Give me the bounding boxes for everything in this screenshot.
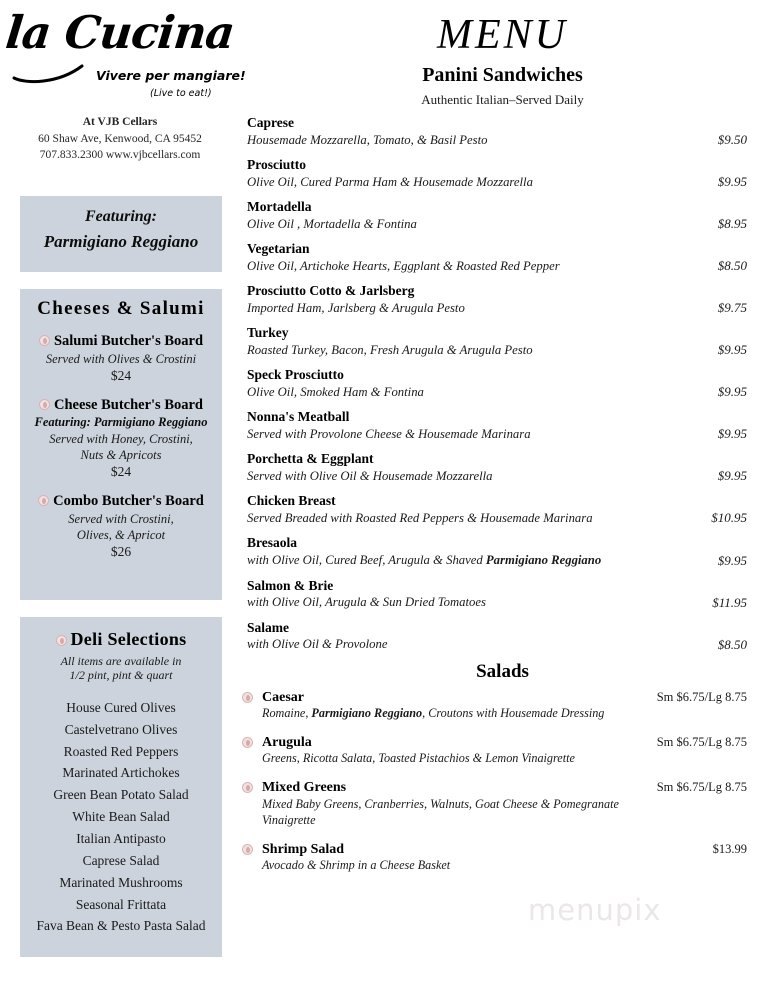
menu-item-name: Chicken Breast: [247, 493, 336, 509]
menu-item-name: Salmon & Brie: [247, 577, 334, 593]
cheese-board-price: $26: [110, 544, 132, 559]
menu-item-price: $10.95: [711, 510, 747, 526]
menu-item-price: $9.95: [717, 426, 747, 442]
cheese-board-description: Served with Crostini, Olives, & Apricot: [68, 512, 174, 542]
logo-tagline-english: (Live to eat!): [150, 88, 212, 99]
bullet-icon: [39, 399, 50, 410]
bullet-icon: [242, 782, 253, 793]
menu-item: [247, 366, 747, 400]
menu-item-description: Olive Oil , Mortadella & Fontina: [247, 216, 417, 231]
salad-item-name: Mixed Greens: [262, 780, 347, 796]
menu-item: [247, 534, 747, 568]
deli-item: Castelvetrano Olives: [64, 721, 178, 737]
menu-item-name: Mortadella: [247, 199, 312, 215]
deli-item: Caprese Salad: [82, 852, 160, 868]
deli-item: Marinated Artichokes: [62, 765, 180, 781]
menu-item-description: Olive Oil, Cured Parma Ham & Housemade Mozzarella: [247, 174, 533, 189]
menu-item-price: $9.95: [717, 468, 747, 484]
deli-selections-panel: [20, 617, 222, 957]
menu-item-description: Olive Oil, Artichoke Hearts, Eggplant & Roasted Red Pepper: [247, 258, 560, 273]
deli-selections-header: [20, 617, 222, 650]
logo-wordmark: la Cucina: [3, 6, 237, 59]
menu-item-name: Bresaola: [247, 535, 297, 551]
menu-item-price: $9.95: [717, 342, 747, 358]
main-menu-column: [240, 0, 765, 990]
featuring-panel: [20, 196, 222, 272]
venue-contact: 707.833.2300 www.vjbcellars.com: [39, 149, 201, 162]
deli-item: Green Bean Potato Salad: [53, 787, 189, 803]
menu-item: [247, 240, 747, 274]
salad-item-price: Sm $6.75/Lg 8.75: [656, 780, 747, 795]
menu-item-price: $11.95: [712, 594, 747, 610]
cheese-board-name: Salumi Butcher's Board: [20, 333, 222, 350]
bullet-icon: [39, 335, 50, 346]
salad-item: [240, 841, 747, 874]
bullet-icon: [242, 844, 253, 855]
deli-availability-note: All items are available in 1/2 pint, pint & quart: [60, 654, 182, 683]
menu-item-description: with Olive Oil, Cured Beef, Arugula & Shaved Parmigiano Reggiano: [247, 553, 602, 568]
menu-item-name: Salame: [247, 619, 289, 635]
left-sidebar: [0, 0, 246, 990]
cheese-board-description: Served with Olives & Crostini: [45, 352, 197, 366]
menu-item-description: Served with Olive Oil & Housemade Mozzarella: [247, 468, 493, 483]
contact-info: [0, 114, 240, 164]
menu-item-name: Nonna's Meatball: [247, 409, 350, 425]
menu-item-name: Prosciutto: [247, 157, 306, 173]
deli-item: Roasted Red Peppers: [63, 743, 179, 759]
section-heading-panini: Panini Sandwiches: [422, 64, 583, 86]
venue-address: 60 Shaw Ave, Kenwood, CA 95452: [38, 132, 202, 145]
menu-item: [247, 408, 747, 442]
menu-item-price: $9.75: [717, 300, 747, 316]
salad-item-name: Caesar: [262, 689, 304, 705]
menu-item: [247, 577, 747, 611]
salad-item-name: Shrimp Salad: [262, 841, 345, 857]
deli-item: White Bean Salad: [72, 809, 170, 825]
menu-item: [247, 114, 747, 148]
section-subtitle-panini: Authentic Italian–Served Daily: [421, 92, 584, 107]
menu-item: [247, 492, 747, 526]
featuring-label: Featuring:: [84, 208, 157, 225]
menu-item-description: with Olive Oil, Arugula & Sun Dried Tomatoes: [247, 595, 486, 610]
cheese-board-item: [20, 493, 222, 560]
salad-item-description: Romaine, Parmigiano Reggiano, Croutons with Housemade Dressing: [262, 706, 605, 721]
menu-item-description: Housemade Mozzarella, Tomato, & Basil Pesto: [247, 132, 488, 147]
cheese-board-item: [20, 397, 222, 480]
venue-name: At VJB Cellars: [82, 116, 158, 128]
logo-tagline-italian: Vivere per mangiare!: [96, 68, 246, 83]
featuring-item: Parmigiano Reggiano: [43, 232, 199, 251]
cheese-board-price: $24: [110, 368, 132, 383]
menu-item-price: $9.95: [717, 384, 747, 400]
bullet-icon: [56, 635, 67, 646]
menu-item: [247, 619, 747, 653]
menu-item-price: $9.95: [717, 174, 747, 190]
menu-item-price: $8.95: [717, 216, 747, 232]
menu-item-description: Roasted Turkey, Bacon, Fresh Arugula & Arugula Pesto: [247, 342, 533, 357]
deli-item: House Cured Olives: [66, 699, 176, 715]
deli-item: Marinated Mushrooms: [59, 874, 183, 890]
salad-item: [240, 779, 747, 828]
salad-item: [240, 689, 747, 722]
menu-item-name: Caprese: [247, 115, 294, 130]
salad-item-description: Mixed Baby Greens, Cranberries, Walnuts, Goat Cheese & Pomegranate Vinaigrette: [262, 796, 619, 827]
cheeses-salumi-title: Cheeses & Salumi: [37, 298, 205, 319]
menu-item-name: Porchetta & Eggplant: [247, 451, 374, 467]
menu-item-description: with Olive Oil & Provolone: [247, 637, 388, 652]
cheese-board-list: [20, 333, 222, 560]
menu-item: [247, 282, 747, 316]
cheeses-salumi-panel: [20, 289, 222, 600]
panini-item-list: [240, 114, 765, 653]
section-heading-salads: Salads: [476, 660, 529, 682]
salad-item-price: Sm $6.75/Lg 8.75: [656, 689, 747, 704]
cheese-board-price: $24: [110, 464, 132, 479]
menu-item-description: Olive Oil, Smoked Ham & Fontina: [247, 384, 424, 399]
watermark: menupix: [528, 893, 662, 927]
menu-item-price: $8.50: [717, 258, 747, 274]
menu-item: [247, 450, 747, 484]
page-title: MENU: [437, 12, 568, 58]
menu-item-description: Served with Provolone Cheese & Housemade Marinara: [247, 426, 531, 441]
menu-item-name: Speck Prosciutto: [247, 367, 344, 383]
salad-item-description: Greens, Ricotta Salata, Toasted Pistachios & Lemon Vinaigrette: [262, 751, 575, 766]
bullet-icon: [38, 495, 49, 506]
cheese-board-item: [20, 333, 222, 384]
menu-item-name: Vegetarian: [247, 241, 310, 257]
menu-item-description: Served Breaded with Roasted Red Peppers & Housemade Marinara: [247, 510, 593, 525]
menu-item-price: $9.95: [717, 552, 747, 568]
menu-item-price: $8.50: [717, 636, 747, 652]
deli-item: Italian Antipasto: [76, 830, 166, 846]
salad-item: [240, 734, 747, 767]
menu-item-name: Turkey: [247, 325, 289, 341]
bullet-icon: [242, 737, 253, 748]
cheese-board-name: Cheese Butcher's Board: [20, 397, 222, 414]
salad-item-description: Avocado & Shrimp in a Cheese Basket: [262, 858, 451, 873]
salad-item-price: Sm $6.75/Lg 8.75: [656, 734, 747, 749]
logo-flourish-icon: [12, 58, 86, 84]
menu-item-price: $9.50: [717, 132, 747, 148]
cheese-board-featuring: Featuring: Parmigiano Reggiano: [34, 415, 208, 429]
deli-item: Seasonal Frittata: [75, 896, 167, 912]
cheese-board-name: Combo Butcher's Board: [20, 493, 222, 510]
deli-item: Fava Bean & Pesto Pasta Salad: [36, 918, 206, 934]
deli-item-list: [20, 697, 222, 937]
salad-item-list: [240, 689, 765, 874]
restaurant-logo: [0, 6, 246, 104]
menu-item: [247, 156, 747, 190]
cheese-board-description: Served with Honey, Crostini, Nuts & Apricots: [49, 432, 193, 462]
deli-selections-title: Deli Selections: [70, 629, 187, 649]
menu-item: [247, 324, 747, 358]
salad-item-name: Arugula: [262, 734, 312, 750]
salad-item-price: $13.99: [712, 841, 747, 856]
menu-item-description: Imported Ham, Jarlsberg & Arugula Pesto: [247, 300, 465, 315]
menu-item-name: Prosciutto Cotto & Jarlsberg: [247, 283, 415, 299]
menu-item: [247, 198, 747, 232]
bullet-icon: [242, 692, 253, 703]
